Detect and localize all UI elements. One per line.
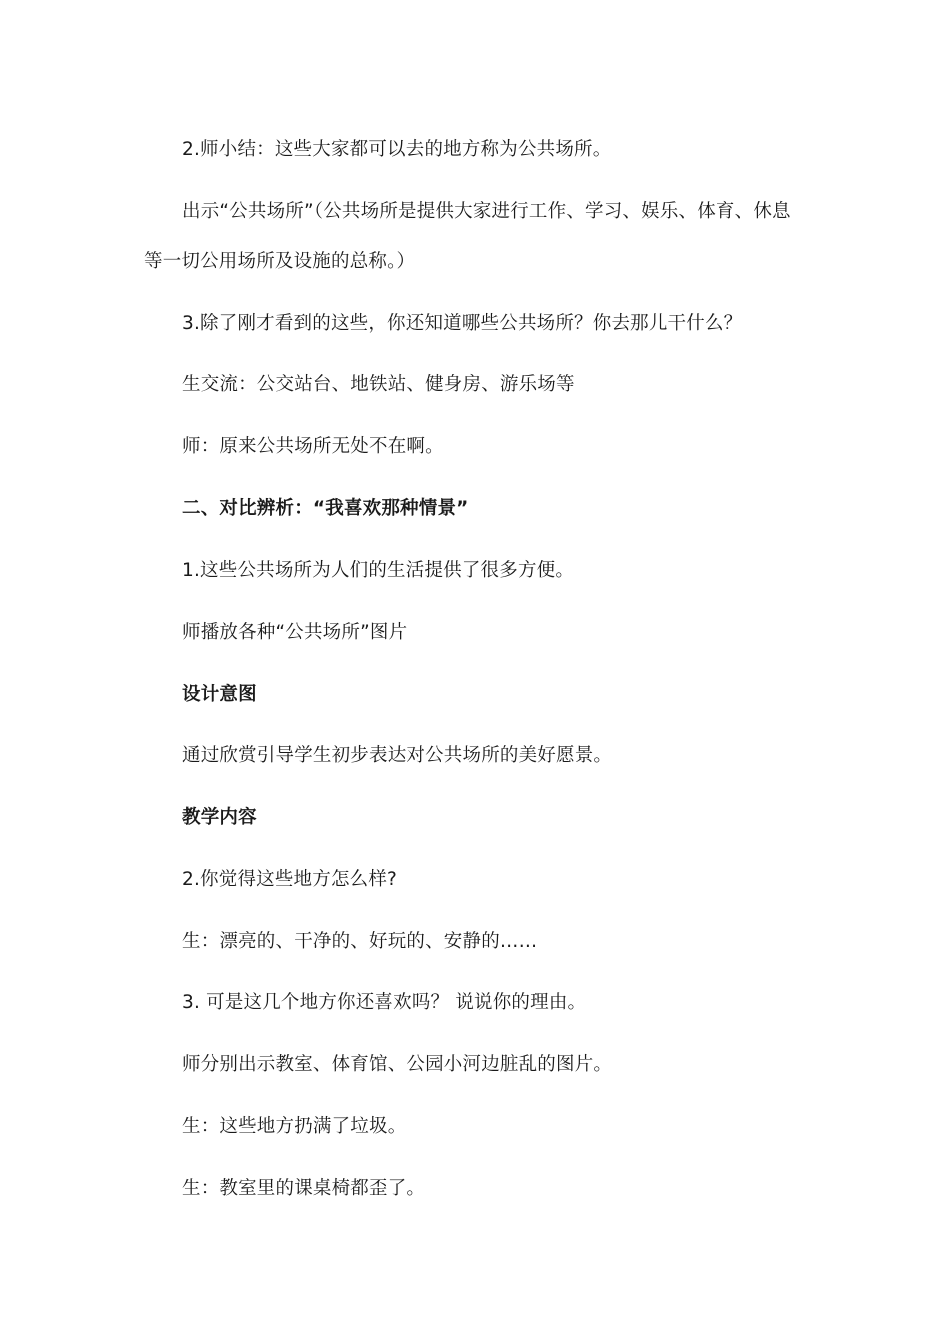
student-litter-line: 生：这些地方扔满了垃圾。 — [182, 1116, 407, 1137]
section-heading-contrast: 二、对比辨析：“我喜欢那种情景” — [182, 498, 469, 519]
design-intent-heading: 设计意图 — [182, 684, 257, 705]
question-still-like-line: 3. 可是这几个地方你还喜欢吗？ 说说你的理由。 — [182, 992, 587, 1013]
student-exchange-line: 生交流：公交站台、地铁站、健身房、游乐场等 — [182, 374, 575, 395]
public-place-definition-continued: 等一切公用场所及设施的总称。） — [144, 251, 416, 272]
question-other-places-line: 3.除了刚才看到的这些，你还知道哪些公共场所？你去那儿干什么？ — [182, 313, 743, 334]
teacher-shows-pictures-line: 师播放各种“公共场所”图片 — [182, 622, 408, 643]
teaching-content-heading: 教学内容 — [182, 807, 257, 828]
student-answer-line: 生：漂亮的、干净的、好玩的、安静的…… — [182, 931, 538, 952]
convenience-line: 1.这些公共场所为人们的生活提供了很多方便。 — [182, 560, 575, 581]
design-intent-text: 通过欣赏引导学生初步表达对公共场所的美好愿景。 — [182, 745, 613, 766]
teacher-summary-line: 2.师小结：这些大家都可以去的地方称为公共场所。 — [182, 139, 612, 160]
student-desks-line: 生：教室里的课桌椅都歪了。 — [182, 1178, 426, 1199]
question-how-places-line: 2.你觉得这些地方怎么样? — [182, 869, 398, 890]
teacher-remark-line: 师：原来公共场所无处不在啊。 — [182, 436, 444, 457]
public-place-definition-line: 出示“公共场所”（公共场所是提供大家进行工作、学习、娱乐、体育、休息 — [182, 201, 791, 222]
teacher-shows-dirty-pictures-line: 师分别出示教室、体育馆、公园小河边脏乱的图片。 — [182, 1054, 613, 1075]
